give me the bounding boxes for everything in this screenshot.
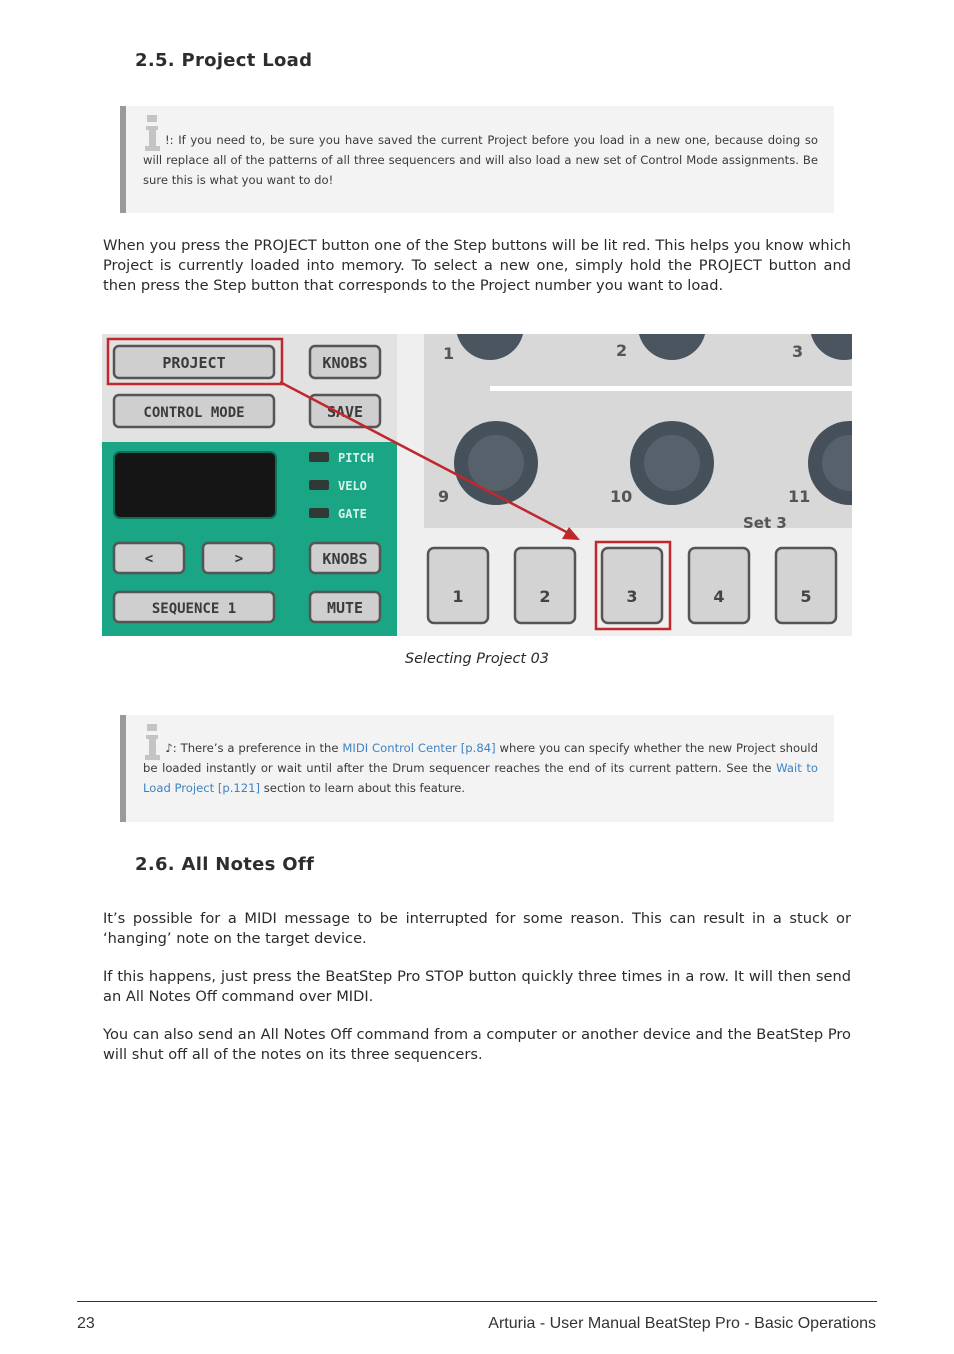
paragraph-external-notes-off: You can also send an All Notes Off command from a computer or another device and the BeatStep Pro will shut off all of the notes on its three sequencers. bbox=[103, 1026, 851, 1063]
knob-number: 1 bbox=[443, 344, 455, 363]
section-heading-project-load: 2.5. Project Load bbox=[135, 50, 313, 71]
step-button-1[interactable] bbox=[428, 548, 488, 623]
svg-text:VELO: VELO bbox=[338, 479, 367, 493]
paragraph-project-select: When you press the PROJECT button one of the Step buttons will be lit red. This helps you know which Project is currently loaded into memory. To select a new one, simply hold the PROJECT button and then press the Step button that corresponds to the Project number you want to load. bbox=[103, 237, 851, 294]
midi-control-center-link[interactable]: MIDI Control Center [p.84] bbox=[342, 741, 496, 755]
paragraph-midi-interrupted: It’s possible for a MIDI message to be interrupted for some reason. This can result in a stuck or ‘hanging’ note on the target device. bbox=[103, 910, 851, 947]
step-button-5[interactable] bbox=[776, 548, 836, 623]
knob-number: 3 bbox=[792, 342, 804, 361]
note-text: !: If you need to, be sure you have saved the current Project before you load in a new one, because doing so will replace all of the patterns of all three sequencers and will also load a new set of Control Mode assignments. Be sure this is what you want to do! bbox=[143, 133, 818, 187]
sequence-button[interactable] bbox=[114, 592, 274, 622]
section-heading-all-notes-off: 2.6. All Notes Off bbox=[135, 854, 315, 875]
page-number: 23 bbox=[77, 1315, 95, 1332]
figure-caption: Selecting Project 03 bbox=[405, 651, 549, 667]
next-button[interactable] bbox=[203, 543, 274, 573]
knob-number: 11 bbox=[788, 487, 811, 506]
knobs-button-lower[interactable] bbox=[310, 543, 380, 573]
svg-text:4: 4 bbox=[713, 587, 725, 606]
display-screen bbox=[114, 452, 276, 518]
beatstep-pro-figure bbox=[102, 334, 852, 636]
wait-to-load-project-link[interactable]: Wait to Load Project [p.121] bbox=[143, 761, 818, 795]
svg-text:1: 1 bbox=[452, 587, 464, 606]
save-button[interactable] bbox=[310, 395, 380, 427]
step-button-3[interactable] bbox=[602, 548, 662, 623]
svg-text:<: < bbox=[144, 551, 154, 567]
svg-text:KNOBS: KNOBS bbox=[322, 550, 368, 568]
step-button-4[interactable] bbox=[689, 548, 749, 623]
info-note-midi-control-center bbox=[120, 715, 834, 822]
svg-text:2: 2 bbox=[539, 587, 551, 606]
svg-text:>: > bbox=[234, 551, 244, 567]
control-mode-button[interactable] bbox=[114, 395, 274, 427]
prev-button[interactable] bbox=[114, 543, 184, 573]
knob-number: 10 bbox=[610, 487, 633, 506]
svg-text:5: 5 bbox=[800, 587, 812, 606]
paragraph-stop-button: If this happens, just press the BeatStep Pro STOP button quickly three times in a row. It will then send an All Notes Off command over MIDI. bbox=[103, 968, 851, 1005]
svg-text:GATE: GATE bbox=[338, 507, 367, 521]
svg-text:PITCH: PITCH bbox=[338, 451, 375, 465]
mute-button[interactable] bbox=[310, 592, 380, 622]
svg-text:SEQUENCE 1: SEQUENCE 1 bbox=[151, 601, 237, 617]
knob-number: 2 bbox=[616, 341, 628, 360]
svg-text:KNOBS: KNOBS bbox=[322, 354, 368, 372]
svg-text:3: 3 bbox=[626, 587, 638, 606]
knobs-button[interactable] bbox=[310, 346, 380, 378]
footer-title: Arturia - User Manual BeatStep Pro - Basic Operations bbox=[488, 1315, 876, 1332]
info-note-save-warning bbox=[120, 106, 834, 213]
footer-rule bbox=[77, 1301, 877, 1302]
svg-text:PROJECT: PROJECT bbox=[162, 354, 226, 372]
svg-text:SAVE: SAVE bbox=[326, 403, 364, 421]
knob-number: 9 bbox=[438, 487, 450, 506]
svg-text:MUTE: MUTE bbox=[326, 599, 364, 617]
svg-text:CONTROL MODE: CONTROL MODE bbox=[143, 405, 245, 421]
divider-line bbox=[490, 386, 852, 391]
step-button-2[interactable] bbox=[515, 548, 575, 623]
note-text: ♪: There’s a preference in the MIDI Control Center [p.84] where you can specify whether the new Project should be loaded instantly or wait until after the Drum sequencer reaches the end of its current pattern. See the Wait to Load Project [p.121] section to learn about this feature. bbox=[143, 741, 819, 795]
project-button[interactable] bbox=[114, 346, 274, 378]
set-label: Set 3 bbox=[743, 514, 787, 532]
